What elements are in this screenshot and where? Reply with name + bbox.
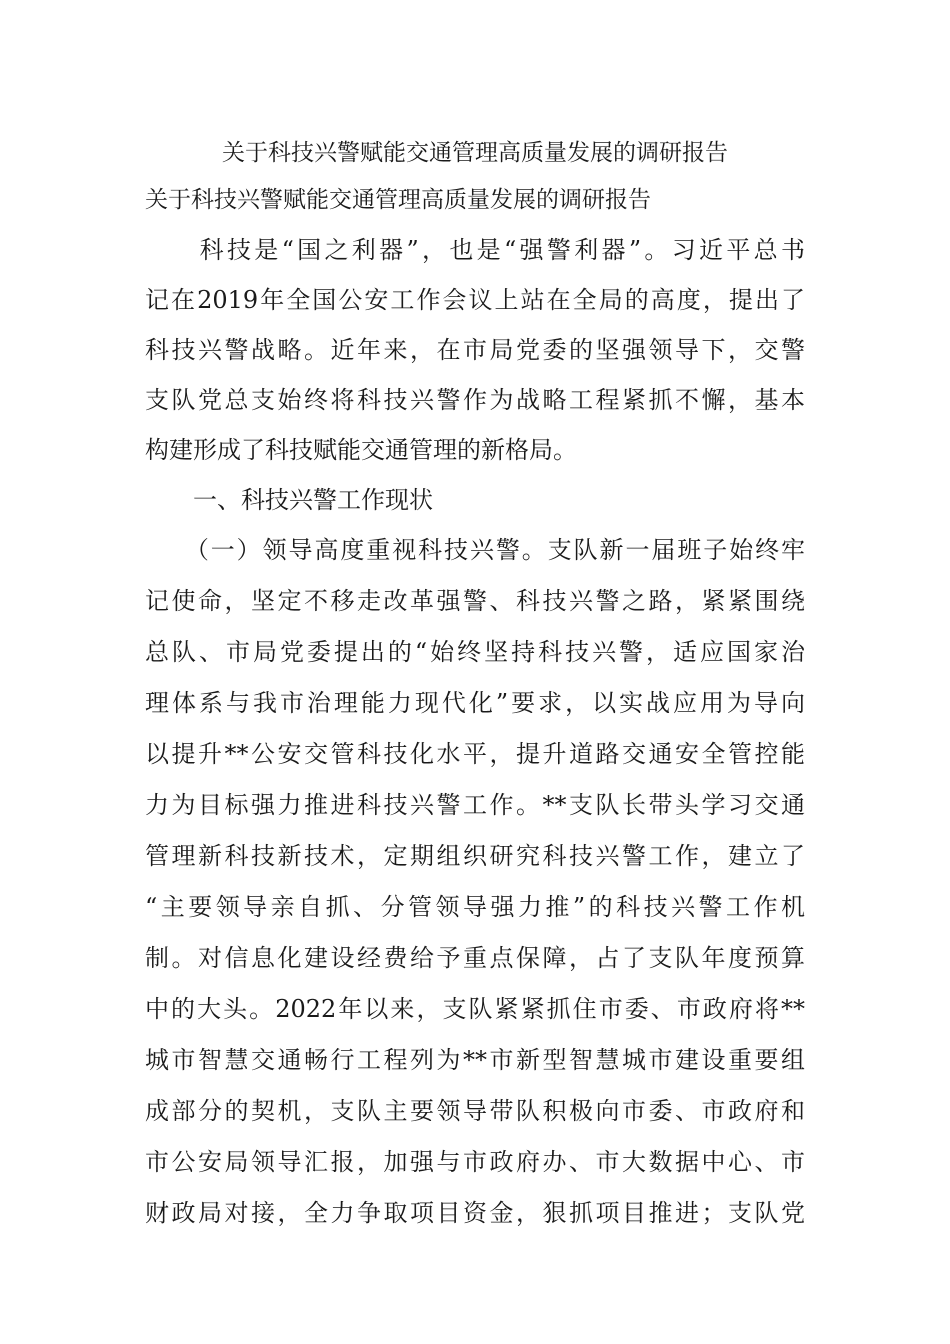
document-title: 关于科技兴警赋能交通管理高质量发展的调研报告: [222, 140, 728, 166]
body-line: 以提升**公安交管科技化水平，提升道路交通安全管控能: [145, 740, 805, 768]
intro-line: 科技是“国之利器”，也是“强警利器”。习近平总书: [145, 236, 805, 264]
body-line: 财政局对接，全力争取项目资金，狠抓项目推进；支队党: [145, 1199, 805, 1227]
section-heading: 一、科技兴警工作现状: [145, 486, 433, 514]
body-line: 城市智慧交通畅行工程列为**市新型智慧城市建设重要组: [145, 1046, 805, 1074]
body-line: 市公安局领导汇报，加强与市政府办、市大数据中心、市: [145, 1148, 805, 1176]
body-line: 总队、市局党委提出的“始终坚持科技兴警，适应国家治: [145, 638, 805, 666]
intro-line: 支队党总支始终将科技兴警作为战略工程紧抓不懈，基本: [145, 386, 805, 414]
body-line: （一）领导高度重视科技兴警。支队新一届班子始终牢: [145, 536, 805, 564]
body-line: 成部分的契机，支队主要领导带队积极向市委、市政府和: [145, 1097, 805, 1125]
body-line: 记使命，坚定不移走改革强警、科技兴警之路，紧紧围绕: [145, 587, 805, 615]
intro-line: 记在2019年全国公安工作会议上站在全局的高度，提出了: [145, 286, 805, 314]
body-line: 中的大头。2022年以来，支队紧紧抓住市委、市政府将**: [145, 995, 805, 1023]
body-line: “主要领导亲自抓、分管领导强力推”的科技兴警工作机: [145, 893, 805, 921]
body-line: 管理新科技新技术，定期组织研究科技兴警工作，建立了: [145, 842, 805, 870]
body-line: 制。对信息化建设经费给予重点保障，占了支队年度预算: [145, 944, 805, 972]
intro-line: 构建形成了科技赋能交通管理的新格局。: [145, 436, 577, 464]
body-line: 力为目标强力推进科技兴警工作。**支队长带头学习交通: [145, 791, 805, 819]
body-line: 理体系与我市治理能力现代化”要求，以实战应用为导向: [145, 689, 805, 717]
intro-line: 科技兴警战略。近年来，在市局党委的坚强领导下，交警: [145, 336, 805, 364]
document-subtitle: 关于科技兴警赋能交通管理高质量发展的调研报告: [145, 187, 651, 213]
